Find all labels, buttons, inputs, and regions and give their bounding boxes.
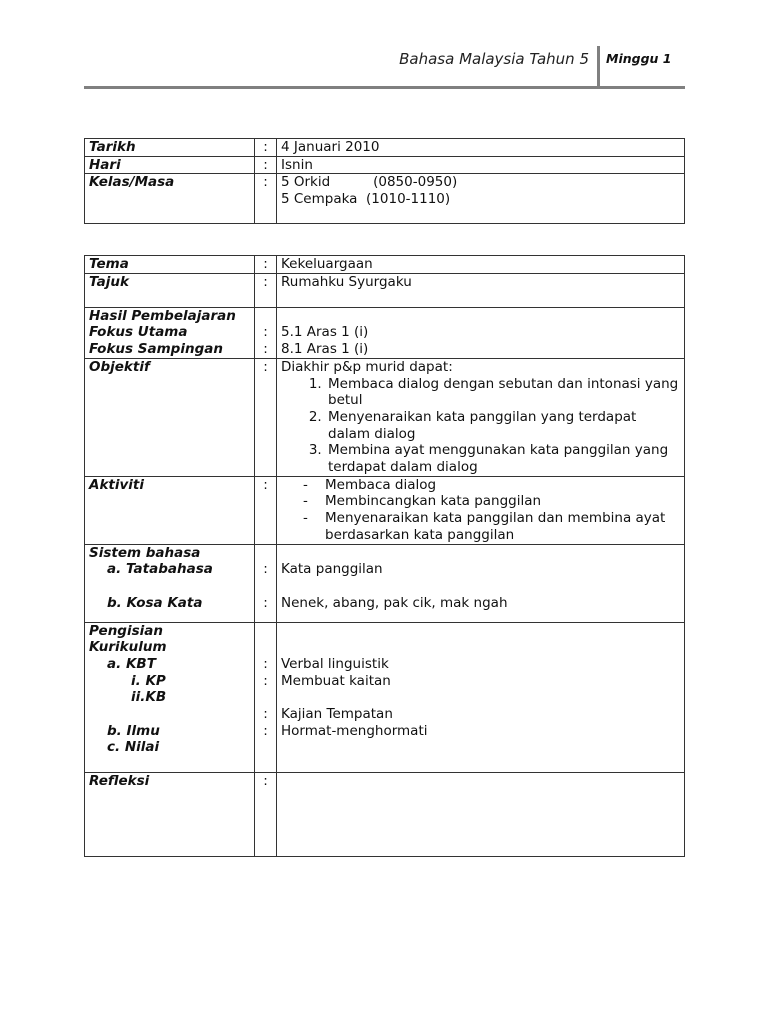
colon: : xyxy=(255,174,277,224)
kb-value: Membuat kaitan xyxy=(281,672,391,689)
hari-value: Isnin xyxy=(277,156,685,174)
pengisian-label-cell xyxy=(85,622,255,772)
refleksi-row xyxy=(85,772,685,856)
ilmu-label: b. Ilmu xyxy=(107,722,160,739)
objektif-item: 1. Membaca dialog dengan sebutan dan intonasi yang betul xyxy=(326,376,680,409)
tema-value: Kekeluargaan xyxy=(277,256,685,274)
document-title: Bahasa Malaysia Tahun 5 xyxy=(399,50,589,68)
colon: : xyxy=(263,655,268,672)
hasil-row xyxy=(85,307,685,358)
aktiviti-item: - Menyenaraikan kata panggilan dan membina ayat berdasarkan kata panggilan xyxy=(303,510,680,543)
colon-cell xyxy=(255,307,277,358)
aktiviti-item: - Membaca dialog xyxy=(303,477,680,494)
fokus-sampingan-label: Fokus Sampingan xyxy=(89,341,223,358)
tema-label: Tema xyxy=(85,256,255,274)
fokus-utama-value: 5.1 Aras 1 (i) xyxy=(281,324,369,341)
ilmu-value: Kajian Tempatan xyxy=(281,706,393,723)
objektif-list xyxy=(281,376,680,476)
colon-cell xyxy=(255,622,277,772)
colon: : xyxy=(263,706,268,723)
hari-row xyxy=(85,156,685,174)
kbt-label: a. KBT xyxy=(107,655,156,672)
kosa-kata-value: Nenek, abang, pak cik, mak ngah xyxy=(281,594,508,611)
colon: : xyxy=(263,672,268,689)
header-rule xyxy=(84,86,685,89)
kosa-kata-label: b. Kosa Kata xyxy=(107,594,203,611)
kelas-row xyxy=(85,174,685,224)
colon: : xyxy=(255,358,277,476)
tajuk-row xyxy=(85,273,685,307)
info-table xyxy=(84,138,685,224)
refleksi-value[interactable] xyxy=(277,772,685,856)
nilai-value: Hormat-menghormati xyxy=(281,722,428,739)
aktiviti-item: - Membincangkan kata panggilan xyxy=(303,493,680,510)
header-divider xyxy=(597,46,600,88)
tarikh-row xyxy=(85,139,685,157)
lesson-plan-table xyxy=(84,255,685,857)
objektif-item: 2. Menyenaraikan kata panggilan yang terdapat dalam dialog xyxy=(326,409,680,442)
colon: : xyxy=(255,273,277,307)
objektif-row xyxy=(85,358,685,476)
aktiviti-label: Aktiviti xyxy=(85,476,255,544)
colon: : xyxy=(263,722,268,739)
objektif-label: Objektif xyxy=(85,358,255,476)
colon: : xyxy=(255,476,277,544)
tema-row xyxy=(85,256,685,274)
sistem-bahasa-row xyxy=(85,544,685,622)
hasil-value-cell xyxy=(277,307,685,358)
fokus-utama-label: Fokus Utama xyxy=(89,324,188,341)
pengisian-value-cell xyxy=(277,622,685,772)
objektif-value xyxy=(277,358,685,476)
colon: : xyxy=(263,324,268,341)
hari-label: Hari xyxy=(85,156,255,174)
hasil-label: Hasil Pembelajaran xyxy=(89,307,236,324)
tarikh-value: 4 Januari 2010 xyxy=(277,139,685,157)
colon: : xyxy=(255,156,277,174)
aktiviti-value xyxy=(277,476,685,544)
tatabahasa-value: Kata panggilan xyxy=(281,561,383,578)
kp-value: Verbal linguistik xyxy=(281,655,389,672)
colon: : xyxy=(255,139,277,157)
tajuk-label: Tajuk xyxy=(85,273,255,307)
nilai-label: c. Nilai xyxy=(107,739,160,756)
tatabahasa-label: a. Tatabahasa xyxy=(107,561,213,578)
colon: : xyxy=(255,772,277,856)
objektif-item: 3. Membina ayat menggunakan kata panggilan yang terdapat dalam dialog xyxy=(326,442,680,475)
colon: : xyxy=(263,594,268,611)
kelas-line: 5 Orkid (0850-0950) xyxy=(281,174,458,191)
kb-label: ii.KB xyxy=(131,689,167,706)
tarikh-label: Tarikh xyxy=(85,139,255,157)
pengisian-row xyxy=(85,622,685,772)
colon-cell xyxy=(255,544,277,622)
sistem-value-cell xyxy=(277,544,685,622)
colon: : xyxy=(263,561,268,578)
aktiviti-list xyxy=(281,477,680,544)
fokus-sampingan-value: 8.1 Aras 1 (i) xyxy=(281,341,369,358)
colon: : xyxy=(255,256,277,274)
kelas-label: Kelas/Masa xyxy=(85,174,255,224)
hasil-label-cell xyxy=(85,307,255,358)
pengisian-label: Pengisian xyxy=(89,622,163,639)
aktiviti-row xyxy=(85,476,685,544)
objektif-intro: Diakhir p&p murid dapat: xyxy=(281,358,453,375)
tajuk-value: Rumahku Syurgaku xyxy=(277,273,685,307)
kp-label: i. KP xyxy=(131,672,166,689)
week-label: Minggu 1 xyxy=(606,51,672,66)
kelas-value xyxy=(277,174,685,224)
sistem-label: Sistem bahasa xyxy=(89,544,201,561)
sistem-label-cell xyxy=(85,544,255,622)
pengisian-label: Kurikulum xyxy=(89,639,167,656)
colon: : xyxy=(263,341,268,358)
kelas-line: 5 Cempaka (1010-1110) xyxy=(281,191,451,208)
refleksi-label: Refleksi xyxy=(85,772,255,856)
